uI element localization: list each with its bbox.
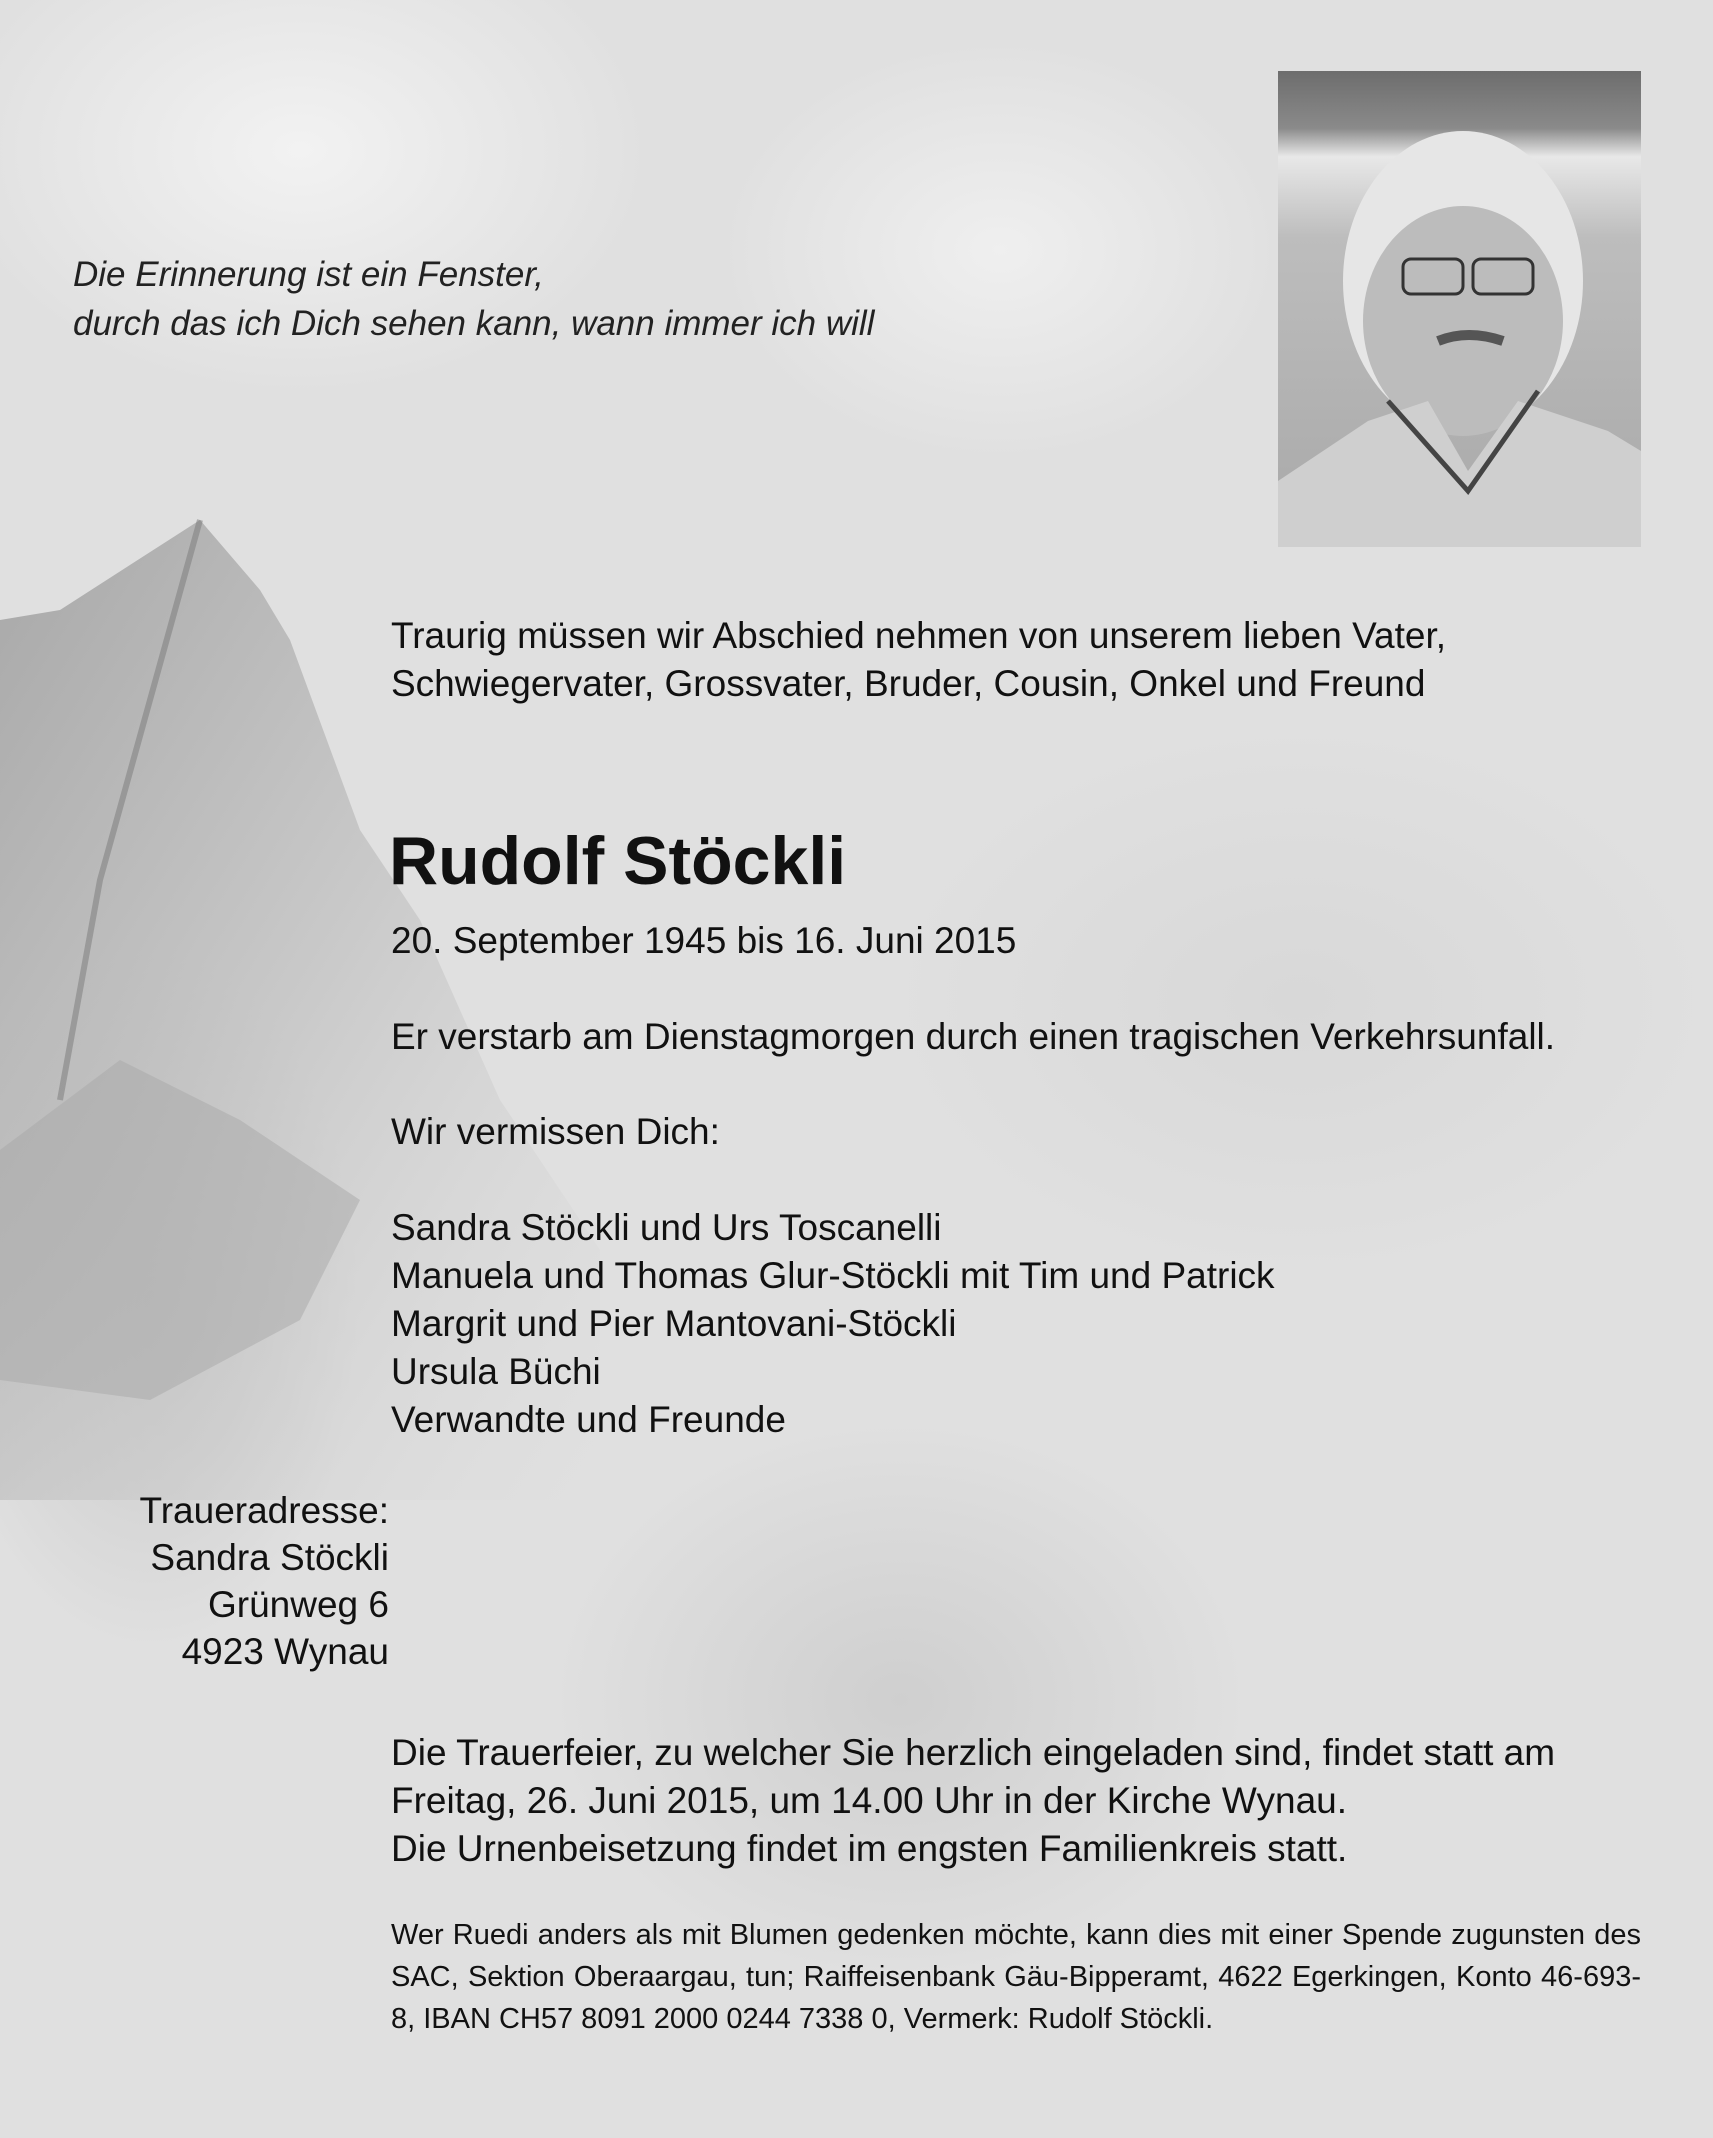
address-street: Grünweg 6 xyxy=(208,1584,389,1625)
life-dates: 20. September 1945 bis 16. Juni 2015 xyxy=(391,920,1017,961)
ceremony-line: Freitag, 26. Juni 2015, um 14.00 Uhr in der Kirche Wynau. xyxy=(391,1780,1348,1821)
quote-line: Die Erinnerung ist ein Fenster, xyxy=(73,255,544,294)
donation-note: Wer Ruedi anders als mit Blumen gedenken möchte, kann dies mit einer Spende zugunsten des SAC, Sektion Oberaargau, tun; Raiffeisenbank Gäu-Bipperamt, 4622 Egerkingen, Konto 46-693-8, IBAN CH57 8091 2000 0244 7338 0, Vermerk: Rudolf Stöckli. xyxy=(391,1919,1641,2035)
cause-of-death: Er verstarb am Dienstagmorgen durch einen tragischen Verkehrsunfall. xyxy=(391,1016,1556,1057)
intro-line: Traurig müssen wir Abschied nehmen von unserem lieben Vater, xyxy=(391,615,1447,656)
address-city: 4923 Wynau xyxy=(181,1631,389,1672)
portrait-illustration xyxy=(1278,71,1641,547)
address-name: Sandra Stöckli xyxy=(150,1537,389,1578)
ceremony-line: Die Urnenbeisetzung findet im engsten Familienkreis statt. xyxy=(391,1828,1348,1869)
portrait-photo xyxy=(1278,71,1641,547)
ceremony-info xyxy=(391,1729,1555,1873)
mourner: Manuela und Thomas Glur-Stöckli mit Tim und Patrick xyxy=(391,1255,1275,1296)
mourning-address xyxy=(139,1487,389,1675)
mourner: Sandra Stöckli und Urs Toscanelli xyxy=(391,1207,942,1248)
intro xyxy=(391,612,1446,708)
mourner: Margrit und Pier Mantovani-Stöckli xyxy=(391,1303,957,1344)
deceased-name: Rudolf Stöckli xyxy=(389,823,847,899)
intro-line: Schwiegervater, Grossvater, Bruder, Cousin, Onkel und Freund xyxy=(391,663,1426,704)
quote-line: durch das ich Dich sehen kann, wann immer ich will xyxy=(73,304,875,343)
mourner: Verwandte und Freunde xyxy=(391,1399,786,1440)
ceremony-line: Die Trauerfeier, zu welcher Sie herzlich eingeladen sind, findet statt am xyxy=(391,1732,1556,1773)
address-label: Traueradresse: xyxy=(139,1490,389,1531)
miss-label: Wir vermissen Dich: xyxy=(391,1111,720,1152)
quote xyxy=(73,250,874,348)
mourner: Ursula Büchi xyxy=(391,1351,601,1392)
mourners-list xyxy=(391,1204,1275,1444)
